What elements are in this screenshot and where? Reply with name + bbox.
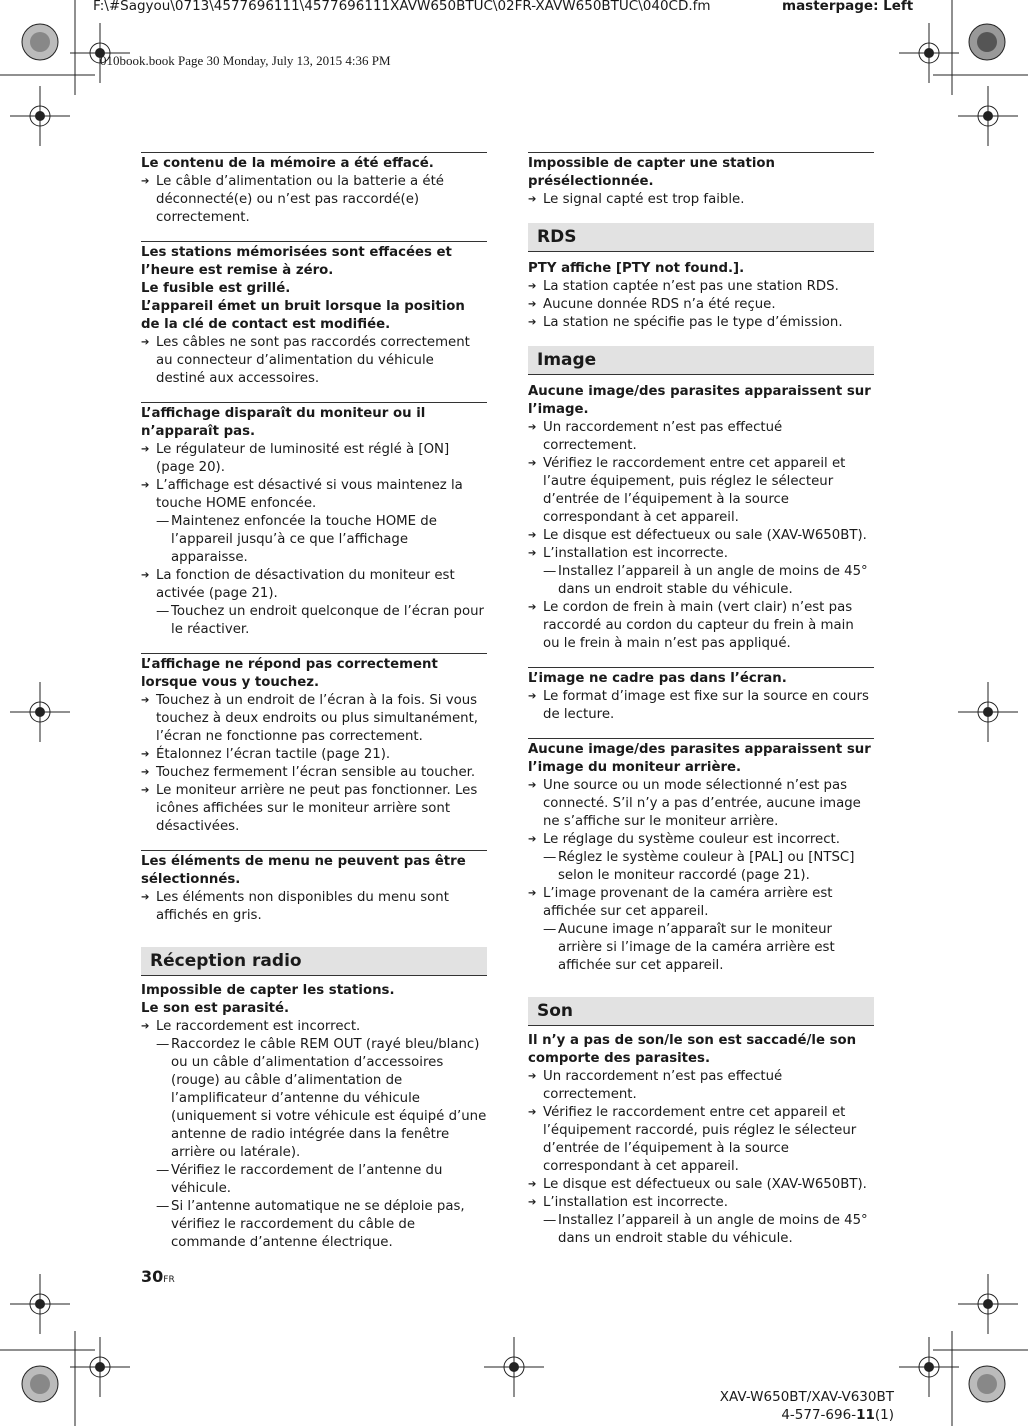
page-lang-suffix: FR bbox=[163, 1275, 175, 1285]
troubleshoot-entry bbox=[141, 653, 487, 836]
crosshair-icon bbox=[958, 1274, 1018, 1334]
registration-mark-icon bbox=[967, 1364, 1007, 1404]
entry-title: Le contenu de la mémoire a été effacé. bbox=[141, 156, 434, 171]
solution-item: — Aucune image n’apparaît sur le moniteur arrière si l’image de la caméra arrière est affichée sur cet appareil. bbox=[528, 921, 874, 975]
entry-title: Impossible de capter les stations. bbox=[141, 983, 395, 998]
entry-title: Les éléments de menu ne peuvent pas être sélectionnés. bbox=[141, 854, 466, 887]
registration-mark-icon bbox=[967, 22, 1007, 62]
cause-item: ➔ Touchez fermement l’écran sensible au toucher. bbox=[141, 764, 487, 782]
cause-item: ➔ L’installation est incorrecte. bbox=[528, 545, 874, 563]
troubleshoot-entry bbox=[528, 152, 874, 209]
section-banner-image: Image bbox=[528, 346, 874, 375]
crosshair-icon bbox=[10, 682, 70, 742]
left-column bbox=[141, 152, 487, 1252]
cause-item: ➔ Le cordon de frein à main (vert clair) n’est pas raccordé au cordon du capteur du frein à main ou le frein à main n’est pas appliqué. bbox=[528, 599, 874, 653]
crosshair-icon bbox=[484, 1337, 544, 1397]
cause-item: ➔ Le signal capté est trop faible. bbox=[528, 191, 874, 209]
troubleshoot-entry bbox=[141, 152, 487, 227]
cause-item: ➔ Le câble d’alimentation ou la batterie a été déconnecté(e) ou n’est pas raccordé(e) correctement. bbox=[141, 173, 487, 227]
solution-item: — Réglez le système couleur à [PAL] ou [NTSC] selon le moniteur raccordé (page 21). bbox=[528, 849, 874, 885]
cause-item: ➔ Le moniteur arrière ne peut pas fonctionner. Les icônes affichées sur le moniteur arrière sont désactivées. bbox=[141, 782, 487, 836]
cause-item: ➔ L’image provenant de la caméra arrière est affichée sur cet appareil. bbox=[528, 885, 874, 921]
section-banner-radio: Réception radio bbox=[141, 947, 487, 976]
crosshair-icon bbox=[70, 1337, 130, 1397]
page-number-value: 30 bbox=[141, 1267, 164, 1286]
cause-item: ➔ L’affichage est désactivé si vous maintenez la touche HOME enfoncée. bbox=[141, 477, 487, 513]
part-code-prefix: 4-577-696- bbox=[781, 1407, 857, 1423]
troubleshoot-entry bbox=[528, 1032, 874, 1248]
entry-title: Aucune image/des parasites apparaissent sur l’image du moniteur arrière. bbox=[528, 742, 871, 775]
file-path: F:\#Sagyou\0713\4577696111\4577696111XAVW650BTUC\02FR-XAVW650BTUC\040CD.fm bbox=[93, 0, 711, 14]
cause-item: ➔ Étalonnez l’écran tactile (page 21). bbox=[141, 746, 487, 764]
entry-title: L’affichage ne répond pas correctement lorsque vous y touchez. bbox=[141, 657, 438, 690]
cause-item: ➔ Le disque est défectueux ou sale (XAV-W650BT). bbox=[528, 527, 874, 545]
section-banner-son: Son bbox=[528, 997, 874, 1026]
cause-item: ➔ Le format d’image est fixe sur la source en cours de lecture. bbox=[528, 688, 874, 724]
solution-item: — Vérifiez le raccordement de l’antenne du véhicule. bbox=[141, 1162, 487, 1198]
solution-item: — Si l’antenne automatique ne se déploie pas, vérifiez le raccordement du câble de commande d’antenne électrique. bbox=[141, 1198, 487, 1252]
solution-item: — Raccordez le câble REM OUT (rayé bleu/blanc) ou un câble d’alimentation d’accessoires (rouge) au câble d’alimentation de l’amplificateur d’antenne du véhicule (uniquement si votre véhicule est équipé d’une antenne de radio intégrée dans la fenêtre arrière ou latérale). bbox=[141, 1036, 487, 1162]
entry-title: Impossible de capter une station présélectionnée. bbox=[528, 156, 776, 189]
part-code bbox=[700, 1406, 894, 1424]
entry-title: L’image ne cadre pas dans l’écran. bbox=[528, 671, 787, 686]
book-info: 010book.book Page 30 Monday, July 13, 2015 4:36 PM bbox=[100, 53, 391, 68]
solution-item: — Installez l’appareil à un angle de moins de 45° dans un endroit stable du véhicule. bbox=[528, 563, 874, 599]
entry-title: Les stations mémorisées sont effacées et l’heure est remise à zéro. bbox=[141, 245, 452, 278]
right-column bbox=[528, 152, 874, 1248]
cause-item: ➔ Le régulateur de luminosité est réglé à [ON] (page 20). bbox=[141, 441, 487, 477]
cause-item: ➔ Les éléments non disponibles du menu sont affichés en gris. bbox=[141, 889, 487, 925]
cause-item: ➔ Le raccordement est incorrect. bbox=[141, 1018, 487, 1036]
crosshair-icon bbox=[10, 1274, 70, 1334]
solution-item: — Maintenez enfoncée la touche HOME de l’appareil jusqu’à ce que l’affichage apparaisse. bbox=[141, 513, 487, 567]
part-code-bold: 11 bbox=[856, 1407, 875, 1423]
cause-item: ➔ Vérifiez le raccordement entre cet appareil et l’autre équipement, puis réglez le sélecteur d’entrée de l’équipement à la source correspondant à cet appareil. bbox=[528, 455, 874, 527]
masterpage-label: masterpage: Left bbox=[782, 0, 914, 14]
troubleshoot-entry bbox=[528, 738, 874, 975]
troubleshoot-entry bbox=[141, 982, 487, 1252]
cause-item: ➔ Les câbles ne sont pas raccordés correctement au connecteur d’alimentation du véhicule destiné aux accessoires. bbox=[141, 334, 487, 388]
cause-item: ➔ Une source ou un mode sélectionné n’est pas connecté. S’il n’y a pas d’entrée, aucune image ne s’affiche sur le moniteur arrière. bbox=[528, 777, 874, 831]
entry-title: Le son est parasité. bbox=[141, 1001, 290, 1016]
troubleshoot-entry bbox=[528, 258, 874, 332]
cause-item: ➔ Touchez à un endroit de l’écran à la fois. Si vous touchez à deux endroits ou plus simultanément, l’écran ne fonctionne pas correctement. bbox=[141, 692, 487, 746]
crosshair-icon bbox=[899, 23, 959, 83]
crosshair-icon bbox=[10, 86, 70, 146]
cause-item: ➔ Aucune donnée RDS n’a été reçue. bbox=[528, 296, 874, 314]
entry-title: Aucune image/des parasites apparaissent sur l’image. bbox=[528, 384, 871, 417]
model-name: XAV-W650BT/XAV-V630BT bbox=[719, 1389, 894, 1405]
entry-title: Le fusible est grillé. bbox=[141, 281, 291, 296]
page-number bbox=[141, 1267, 175, 1286]
cause-item: ➔ L’installation est incorrecte. bbox=[528, 1194, 874, 1212]
registration-mark-icon bbox=[20, 22, 60, 62]
entry-title: PTY affiche [PTY not found.]. bbox=[528, 261, 745, 276]
solution-item: — Installez l’appareil à un angle de moins de 45° dans un endroit stable du véhicule. bbox=[528, 1212, 874, 1248]
section-banner-rds: RDS bbox=[528, 223, 874, 252]
entry-title: L’appareil émet un bruit lorsque la position de la clé de contact est modifiée. bbox=[141, 299, 465, 332]
registration-mark-icon bbox=[20, 1364, 60, 1404]
cause-item: ➔ Vérifiez le raccordement entre cet appareil et l’équipement raccordé, puis réglez le sélecteur d’entrée de l’équipement à la source correspondant à cet appareil. bbox=[528, 1104, 874, 1176]
cause-item: ➔ Le réglage du système couleur est incorrect. bbox=[528, 831, 874, 849]
entry-title: Il n’y a pas de son/le son est saccadé/le son comporte des parasites. bbox=[528, 1033, 857, 1066]
troubleshoot-entry bbox=[528, 381, 874, 653]
solution-item: — Touchez un endroit quelconque de l’écran pour le réactiver. bbox=[141, 603, 487, 639]
cause-item: ➔ Le disque est défectueux ou sale (XAV-W650BT). bbox=[528, 1176, 874, 1194]
model-info bbox=[700, 1388, 894, 1424]
cause-item: ➔ La station ne spécifie pas le type d’émission. bbox=[528, 314, 874, 332]
crosshair-icon bbox=[899, 1337, 959, 1397]
cause-item: ➔ Un raccordement n’est pas effectué correctement. bbox=[528, 419, 874, 455]
troubleshoot-entry bbox=[528, 667, 874, 724]
entry-title: L’affichage disparaît du moniteur ou il n’apparaît pas. bbox=[141, 406, 426, 439]
crosshair-icon bbox=[958, 86, 1018, 146]
troubleshoot-entry bbox=[141, 850, 487, 925]
troubleshoot-entry bbox=[141, 241, 487, 388]
cause-item: ➔ La fonction de désactivation du moniteur est activée (page 21). bbox=[141, 567, 487, 603]
crosshair-icon bbox=[958, 682, 1018, 742]
part-code-suffix: (1) bbox=[874, 1407, 894, 1423]
troubleshoot-entry bbox=[141, 402, 487, 639]
cause-item: ➔ La station captée n’est pas une station RDS. bbox=[528, 278, 874, 296]
cause-item: ➔ Un raccordement n’est pas effectué correctement. bbox=[528, 1068, 874, 1104]
